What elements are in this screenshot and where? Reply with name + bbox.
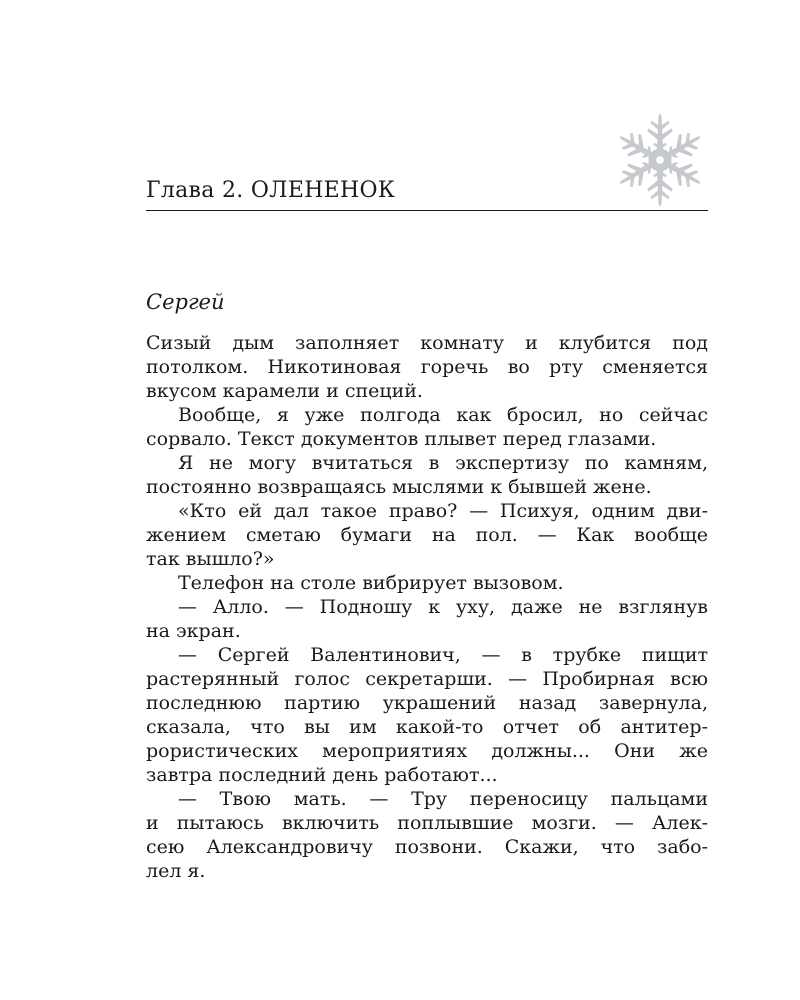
section-heading: Сергей (146, 290, 225, 314)
text-line: лел я. (146, 860, 206, 882)
text-line: — Твою мать. — Тру переносицу пальцами (178, 788, 708, 810)
text-line: Я не могу вчитаться в экспертизу по камням, (178, 452, 708, 474)
text-line: Телефон на столе вибрирует вызовом. (178, 572, 564, 594)
text-line: потолком. Никотиновая горечь во рту сменяется (146, 356, 708, 378)
text-line: постоянно возвращаясь мыслями к бывшей жене. (146, 476, 652, 498)
body-text (146, 331, 708, 883)
text-line: — Сергей Валентинович, — в трубке пищит (178, 644, 708, 666)
text-line: Сизый дым заполняет комнату и клубится под (146, 332, 708, 354)
text-line: сорвало. Текст документов плывет перед глазами. (146, 428, 657, 450)
text-line: завтра последний день работают... (146, 764, 498, 786)
text-line: — Алло. — Подношу к уху, даже не взглянув (178, 596, 708, 618)
text-line: вкусом карамели и специй. (146, 380, 423, 402)
text-line: сказала, что вы им какой-то отчет об антитер- (146, 716, 708, 738)
text-line: на экран. (146, 620, 241, 642)
text-line: сею Александровичу позвони. Скажи, что забо- (146, 836, 708, 858)
chapter-title: Глава 2. ОЛЕНЕНОК (146, 178, 396, 203)
chapter-header (146, 176, 708, 211)
text-line: жением сметаю бумаги на пол. — Как вообще (146, 524, 708, 546)
text-line: и пытаюсь включить поплывшие мозги. — Алек- (146, 812, 708, 834)
text-line: так вышло?» (146, 548, 275, 570)
text-line: растерянный голос секретарши. — Пробирная всю (146, 668, 708, 690)
text-line: Вообще, я уже полгода как бросил, но сейчас (178, 404, 708, 426)
text-line: рористических мероприятиях должны... Они же (146, 740, 708, 762)
text-line: последнюю партию украшений назад завернула, (146, 692, 708, 714)
text-line: «Кто ей дал такое право? — Психуя, одним дви- (178, 500, 708, 522)
